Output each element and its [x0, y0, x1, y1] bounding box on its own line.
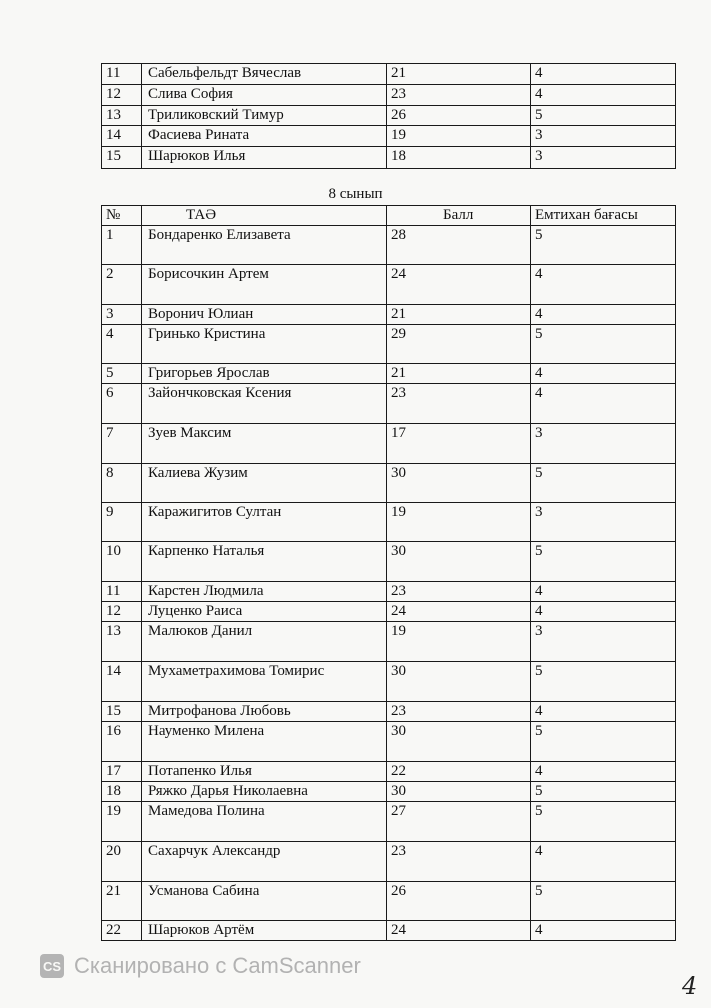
camscanner-watermark [40, 953, 361, 979]
row-number: 8 [102, 464, 142, 503]
table-row [102, 503, 676, 542]
table-row [102, 662, 676, 702]
student-name: Сабельфельдт Вячеслав [142, 64, 387, 85]
exam-grade: 5 [531, 802, 676, 842]
row-number: 22 [102, 921, 142, 941]
exam-grade: 5 [531, 226, 676, 265]
row-number: 10 [102, 542, 142, 582]
student-name: Каражигитов Султан [142, 503, 387, 542]
row-number: 20 [102, 842, 142, 882]
row-number: 13 [102, 106, 142, 126]
student-name: Мамедова Полина [142, 802, 387, 842]
row-number: 14 [102, 126, 142, 147]
header-score: Балл [387, 206, 531, 226]
header-number: № [102, 206, 142, 226]
table-row [102, 542, 676, 582]
score: 21 [387, 364, 531, 384]
table-row [102, 106, 676, 126]
score: 24 [387, 602, 531, 622]
student-name: Шарюков Илья [142, 147, 387, 169]
table-row [102, 424, 676, 464]
score: 19 [387, 126, 531, 147]
table-row [102, 325, 676, 364]
score: 24 [387, 265, 531, 305]
score: 19 [387, 622, 531, 662]
exam-grade: 3 [531, 622, 676, 662]
exam-grade: 4 [531, 702, 676, 722]
row-number: 15 [102, 702, 142, 722]
table-row [102, 64, 676, 85]
table-row [102, 85, 676, 106]
row-number: 18 [102, 782, 142, 802]
table-row [102, 384, 676, 424]
row-number: 4 [102, 325, 142, 364]
row-number: 13 [102, 622, 142, 662]
score: 26 [387, 882, 531, 921]
section-title: 8 сынып [328, 186, 383, 202]
score: 17 [387, 424, 531, 464]
student-name: Карпенко Наталья [142, 542, 387, 582]
table-row [102, 762, 676, 782]
score: 23 [387, 842, 531, 882]
exam-grade: 5 [531, 542, 676, 582]
exam-grade: 4 [531, 762, 676, 782]
exam-grade: 4 [531, 305, 676, 325]
exam-grade: 5 [531, 782, 676, 802]
row-number: 12 [102, 602, 142, 622]
exam-grade: 4 [531, 602, 676, 622]
table-row [102, 147, 676, 169]
exam-grade: 4 [531, 364, 676, 384]
row-number: 12 [102, 85, 142, 106]
table-row [102, 842, 676, 882]
score: 19 [387, 503, 531, 542]
exam-grade: 3 [531, 126, 676, 147]
student-name: Карстен Людмила [142, 582, 387, 602]
exam-grade: 5 [531, 106, 676, 126]
grade-8-table-body [102, 226, 676, 941]
student-name: Фасиева Рината [142, 126, 387, 147]
table-row [102, 364, 676, 384]
row-number: 14 [102, 662, 142, 702]
grade-8-table [101, 205, 676, 941]
student-name: Усманова Сабина [142, 882, 387, 921]
exam-grade: 4 [531, 85, 676, 106]
score: 23 [387, 85, 531, 106]
row-number: 17 [102, 762, 142, 782]
student-name: Ряжко Дарья Николаевна [142, 782, 387, 802]
score: 30 [387, 464, 531, 503]
row-number: 9 [102, 503, 142, 542]
student-name: Шарюков Артём [142, 921, 387, 941]
score: 26 [387, 106, 531, 126]
exam-grade: 4 [531, 265, 676, 305]
exam-grade: 5 [531, 882, 676, 921]
row-number: 15 [102, 147, 142, 169]
student-name: Триликовский Тимур [142, 106, 387, 126]
header-exam-grade: Емтихан бағасы [531, 206, 676, 226]
student-name: Бондаренко Елизавета [142, 226, 387, 265]
score: 27 [387, 802, 531, 842]
student-name: Воронич Юлиан [142, 305, 387, 325]
row-number: 19 [102, 802, 142, 842]
student-name: Мухаметрахимова Томирис [142, 662, 387, 702]
student-name: Луценко Раиса [142, 602, 387, 622]
student-name: Борисочкин Артем [142, 265, 387, 305]
table-row [102, 226, 676, 265]
score: 30 [387, 542, 531, 582]
exam-grade: 4 [531, 842, 676, 882]
score: 21 [387, 64, 531, 85]
score: 23 [387, 702, 531, 722]
table-row [102, 305, 676, 325]
score: 24 [387, 921, 531, 941]
exam-grade: 4 [531, 582, 676, 602]
continued-grades-table [101, 63, 676, 169]
table-row [102, 802, 676, 842]
student-name: Потапенко Илья [142, 762, 387, 782]
row-number: 2 [102, 265, 142, 305]
exam-grade: 4 [531, 384, 676, 424]
row-number: 5 [102, 364, 142, 384]
row-number: 3 [102, 305, 142, 325]
exam-grade: 4 [531, 921, 676, 941]
score: 28 [387, 226, 531, 265]
table-row [102, 602, 676, 622]
page-number: 4 [682, 972, 698, 1000]
table-header-row [102, 206, 676, 226]
table-row [102, 782, 676, 802]
score: 18 [387, 147, 531, 169]
score: 23 [387, 384, 531, 424]
row-number: 1 [102, 226, 142, 265]
camscanner-logo-icon: CS [40, 954, 64, 978]
exam-grade: 4 [531, 64, 676, 85]
score: 30 [387, 662, 531, 702]
exam-grade: 3 [531, 424, 676, 464]
table-row [102, 702, 676, 722]
row-number: 11 [102, 64, 142, 85]
table-row [102, 464, 676, 503]
row-number: 16 [102, 722, 142, 762]
student-name: Зуев Максим [142, 424, 387, 464]
row-number: 21 [102, 882, 142, 921]
student-name: Малюков Данил [142, 622, 387, 662]
score: 23 [387, 582, 531, 602]
student-name: Гринько Кристина [142, 325, 387, 364]
row-number: 7 [102, 424, 142, 464]
row-number: 6 [102, 384, 142, 424]
exam-grade: 5 [531, 722, 676, 762]
student-name: Слива София [142, 85, 387, 106]
score: 21 [387, 305, 531, 325]
score: 30 [387, 782, 531, 802]
exam-grade: 5 [531, 325, 676, 364]
table-row [102, 622, 676, 662]
exam-grade: 5 [531, 464, 676, 503]
camscanner-text: Сканировано с CamScanner [74, 953, 361, 978]
table-row [102, 126, 676, 147]
table-row [102, 921, 676, 941]
exam-grade: 5 [531, 662, 676, 702]
score: 30 [387, 722, 531, 762]
student-name: Науменко Милена [142, 722, 387, 762]
student-name: Зайончковская Ксения [142, 384, 387, 424]
student-name: Сахарчук Александр [142, 842, 387, 882]
score: 29 [387, 325, 531, 364]
table-row [102, 882, 676, 921]
header-name: ТАӘ [142, 206, 387, 226]
table-row [102, 722, 676, 762]
table-row [102, 265, 676, 305]
continued-grades-table-body [102, 64, 676, 169]
table-row [102, 582, 676, 602]
student-name: Калиева Жузим [142, 464, 387, 503]
row-number: 11 [102, 582, 142, 602]
score: 22 [387, 762, 531, 782]
exam-grade: 3 [531, 147, 676, 169]
exam-grade: 3 [531, 503, 676, 542]
student-name: Григорьев Ярослав [142, 364, 387, 384]
student-name: Митрофанова Любовь [142, 702, 387, 722]
